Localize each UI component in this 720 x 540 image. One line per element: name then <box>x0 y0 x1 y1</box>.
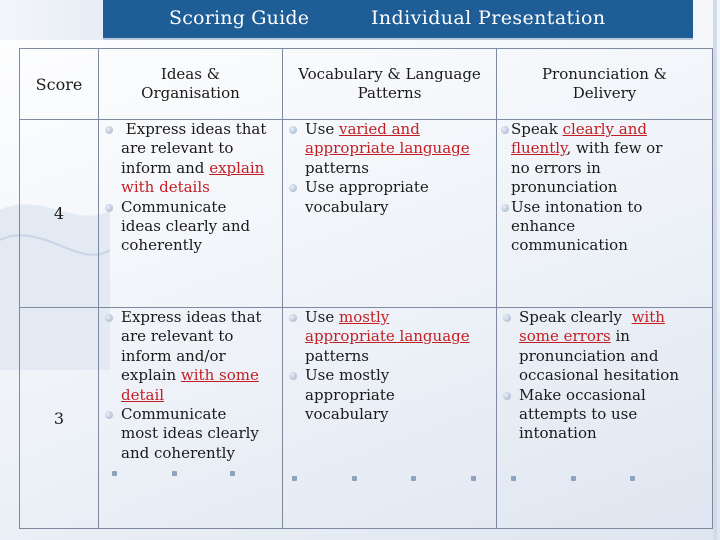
emphasis-text: fluently <box>511 139 567 158</box>
cell-text-line <box>99 366 282 385</box>
column-header-vocabulary-text: Vocabulary & Language Patterns <box>298 65 481 102</box>
list-item <box>99 405 282 424</box>
vocabulary-cell <box>283 120 497 308</box>
cell-text: Use <box>305 308 339 326</box>
cell-text: most ideas clearly <box>121 424 259 443</box>
column-header-pronunciation-text: Pronunciation & Delivery <box>541 65 668 102</box>
bullet-icon <box>501 126 509 134</box>
list-item <box>99 308 282 327</box>
dot-mark <box>292 476 297 481</box>
bullet-icon <box>289 372 297 380</box>
list-item <box>283 120 496 139</box>
list-item <box>99 198 282 217</box>
decorative-dots <box>283 468 496 486</box>
emphasis-text: detail <box>121 385 165 404</box>
bullet-icon <box>501 204 509 212</box>
cell-text: no errors in <box>511 158 601 177</box>
dot-mark <box>511 476 516 481</box>
dot-mark <box>230 471 235 476</box>
bullet-icon <box>289 126 297 134</box>
cell-text: in <box>610 327 630 346</box>
dot-mark <box>352 476 357 481</box>
cell-text: Express ideas that <box>125 120 267 138</box>
bullet-icon <box>105 126 113 134</box>
dot-mark <box>411 476 416 481</box>
cell-text: patterns <box>305 158 370 177</box>
header-left-shade <box>0 0 103 40</box>
cell-text: inform and/or <box>121 346 226 365</box>
cell-text: , with few or <box>566 139 663 158</box>
cell-text: Use mostly <box>305 366 390 385</box>
cell-text: Express ideas that <box>121 308 262 326</box>
emphasis-text: appropriate language <box>305 139 470 158</box>
list-item <box>497 386 712 405</box>
emphasis-text: clearly and <box>562 120 647 138</box>
dot-mark <box>571 476 576 481</box>
list-item <box>497 308 712 327</box>
column-header-vocabulary <box>283 49 497 120</box>
cell-text: Use intonation to <box>511 197 643 216</box>
decorative-dots <box>497 468 712 486</box>
table-header-row <box>20 49 713 120</box>
emphasis-text: with details <box>121 178 210 197</box>
cell-text: coherently <box>121 236 202 255</box>
ideas-cell <box>99 308 283 529</box>
bullet-icon <box>105 411 113 419</box>
cell-text: occasional hesitation <box>519 366 679 385</box>
emphasis-text: with <box>631 308 665 326</box>
emphasis-text: appropriate language <box>305 327 470 346</box>
score-value: 4 <box>20 120 99 308</box>
cell-text: vocabulary <box>305 405 389 424</box>
column-header-ideas <box>99 49 283 120</box>
bullet-icon <box>503 314 511 322</box>
scoring-table <box>19 48 713 529</box>
emphasis-text: some errors <box>519 327 611 346</box>
cell-text: are relevant to <box>121 139 234 158</box>
table-row <box>20 120 713 308</box>
cell-text: and coherently <box>121 443 235 462</box>
list-item <box>283 366 496 385</box>
cell-text: Make occasional <box>519 385 646 404</box>
emphasis-text: explain <box>209 158 265 177</box>
pronunciation-cell <box>497 308 713 529</box>
title-banner <box>103 0 693 40</box>
cell-text: are relevant to <box>121 327 234 346</box>
dot-mark <box>172 471 177 476</box>
bullet-icon <box>503 392 511 400</box>
cell-text: ideas clearly and <box>121 217 251 236</box>
column-header-score: Score <box>20 49 99 120</box>
dot-mark <box>112 471 117 476</box>
decorative-dots <box>99 463 282 481</box>
pronunciation-cell <box>497 120 713 308</box>
column-header-pronunciation <box>497 49 713 120</box>
page-title: Scoring Guide <box>169 7 310 29</box>
list-item <box>283 308 496 327</box>
column-header-ideas-text: Ideas & Organisation <box>141 65 240 102</box>
cell-text: Speak clearly <box>519 308 632 326</box>
cell-text: enhance <box>511 217 576 236</box>
cell-text: Communicate <box>121 197 227 216</box>
table-row <box>20 308 713 529</box>
dot-mark <box>471 476 476 481</box>
bullet-icon <box>105 204 113 212</box>
cell-text: explain <box>121 366 181 385</box>
bullet-icon <box>289 184 297 192</box>
score-value: 3 <box>20 308 99 529</box>
bullet-icon <box>289 314 297 322</box>
list-item <box>99 120 282 139</box>
list-item <box>283 178 496 197</box>
page-subtitle: Individual Presentation <box>371 7 606 29</box>
emphasis-text: with some <box>180 366 259 385</box>
cell-text: patterns <box>305 346 370 365</box>
cell-text-line <box>497 139 712 158</box>
list-item <box>497 120 712 139</box>
ideas-cell <box>99 120 283 308</box>
cell-text: Speak <box>511 120 563 138</box>
bullet-icon <box>105 314 113 322</box>
emphasis-text: varied and <box>338 120 420 138</box>
cell-text-line <box>497 327 712 346</box>
emphasis-text: mostly <box>338 308 390 326</box>
cell-text: Communicate <box>121 405 227 424</box>
cell-text: Use <box>305 120 339 138</box>
dot-mark <box>630 476 635 481</box>
cell-text-line <box>99 159 282 178</box>
right-edge-rule <box>713 0 717 540</box>
cell-text: vocabulary <box>305 197 389 216</box>
cell-text: attempts to use <box>519 405 638 424</box>
list-item <box>497 198 712 217</box>
cell-text: pronunciation and <box>519 346 659 365</box>
cell-text: communication <box>511 236 628 255</box>
cell-text: appropriate <box>305 385 395 404</box>
cell-text: pronunciation <box>511 178 618 197</box>
cell-text: intonation <box>519 424 597 443</box>
cell-text: inform and <box>121 158 210 177</box>
vocabulary-cell <box>283 308 497 529</box>
cell-text: Use appropriate <box>305 178 429 197</box>
